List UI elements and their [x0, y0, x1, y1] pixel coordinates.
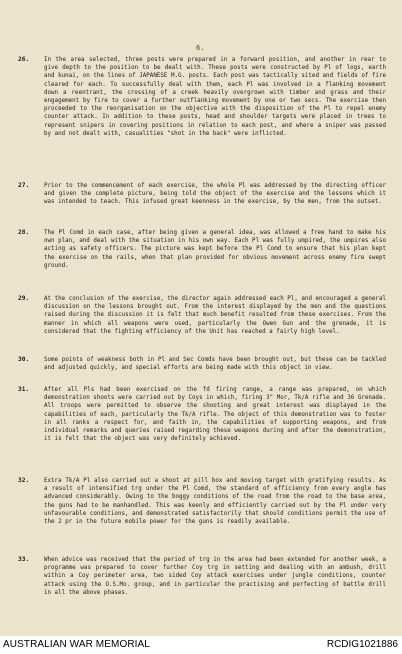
paragraph-33	[18, 556, 386, 597]
paragraph-28	[18, 229, 386, 270]
archive-name: AUSTRALIAN WAR MEMORIAL	[3, 639, 150, 650]
paragraph-30	[18, 356, 386, 372]
paragraph-number: 26.	[18, 56, 30, 63]
archive-footer	[0, 636, 402, 654]
paragraph-number: 29.	[18, 295, 30, 302]
paragraph-26	[18, 56, 386, 138]
paragraph-number: 30.	[18, 356, 30, 363]
paragraph-31	[18, 386, 386, 443]
paragraph-number: 33.	[18, 556, 30, 563]
paragraph-29	[18, 295, 386, 336]
paragraph-number: 28.	[18, 229, 30, 236]
paragraph-text: After all Pls had been exercised on the fd firing range, a range was prepared, on which demonstration shoots were carried out by Coys in which, firing 3" Mor, Tk/A rifle and 36 Grenade. All troops were permitted to observe the shooting and great interest was displayed in the capabilities of each, particularly the Tk/A rifle. The object of this demonstration was to foster in all ranks a respect for, and faith in, the capabilities of supporting weapons, and from individual remarks and queries raised regarding these weapons during and after the demonstration, it is felt that the object was very definitely achieved.	[44, 387, 386, 443]
paragraph-text: Some points of weakness both in Pl and Sec Comds have been brought out, but these can be tackled and adjusted quickly, and special efforts are being made with this object in view.	[44, 357, 386, 372]
paragraph-text: The Pl Comd in each case, after being given a general idea, was allowed a free hand to make his own plan, and deal with the situation in his own way. Each Pl was fully umpired, the umpires also acting as safety officers. The picture was kept before the Pl Comd to ensure that his plan kept the exercise on the rails, when that plan provided for obvious movement across enemy fire swept ground.	[44, 230, 386, 269]
paragraph-text: Prior to the commencement of each exercise, the whole Pl was addressed by the directing officer and given the complete picture, being told the object of the exercise and the lessons which it was intended to teach. This infused great keenness in the exercise, by the men, from the outset.	[44, 183, 386, 206]
paragraph-27	[18, 182, 386, 207]
paragraph-32	[18, 477, 386, 526]
paragraph-text: In the area selected, three posts were prepared in a forward position, and another in rear to give depth to the position to be dealt with. These posts were constructed by Pl of logs, earth and kunai, on the lines of JAPANESE M.G. posts. Each post was tactically sited and fields of fire cleared for each. To successfully deal with them, each Pl was involved in a flanking movement down a reentrant, the crossing of a creek heavily overgrown with timber and grass and their engagement by fire to cover a further outflanking movement by one or two secs. The exercise then proceeded to the reorganisation on the objective with the disposition of the Pl to repel enemy counter attack. In addition to these posts, head and shoulder targets were placed in trees to represent snipers in covering positions in relation to each post, and where a sniper was passed by and not dealt with, casualities "shot in the back" were inflicted.	[44, 57, 386, 137]
page-number: 6.	[196, 44, 205, 52]
paragraph-number: 31.	[18, 386, 30, 393]
paragraph-text: Extra Tk/A Pl also carried out a shoot at pill box and moving target with gratifying results. As a result of intensified trg under the Pl Comd, the standard of efficiency from every angle has advanced considerably. Owing to the boggy conditions of the road from the road to the base area, the guns had to be manhandled. This was keenly and efficiently carried out by the Pl under very unfavourable conditions, and demonstrated satisfactorily that should conditions permit the use of the 2 pr in the future mobile power for the guns is readily available.	[44, 478, 386, 526]
paragraph-number: 27.	[18, 182, 30, 189]
record-id: RCDIG1021886	[326, 639, 398, 650]
paragraph-text: At the conclusion of the exercise, the director again addressed each Pl, and encouraged a general discussion on the lessons brought out. From the interest displayed by the men and the questions raised during the discussion it is felt that much benefit resulted from these exercises. From the manner in which all weapons were used, particularly the Owen Gun and the grenade, it is considered that the fighting efficiency of the Unit has reached a fairly high level.	[44, 296, 386, 335]
paragraph-text: When advice was received that the period of trg in the area had been extended for another week, a programme was prepared to cover further Coy trg in setting and dealing with an ambush, drill within a Coy perimeter area, two sided Coy attack exercises under jungle conditions, counter attack using the O.S.Mo. group, and in particular the practising and perfecting of battle drill in all the above phases.	[44, 557, 386, 596]
paragraph-number: 32.	[18, 477, 30, 484]
